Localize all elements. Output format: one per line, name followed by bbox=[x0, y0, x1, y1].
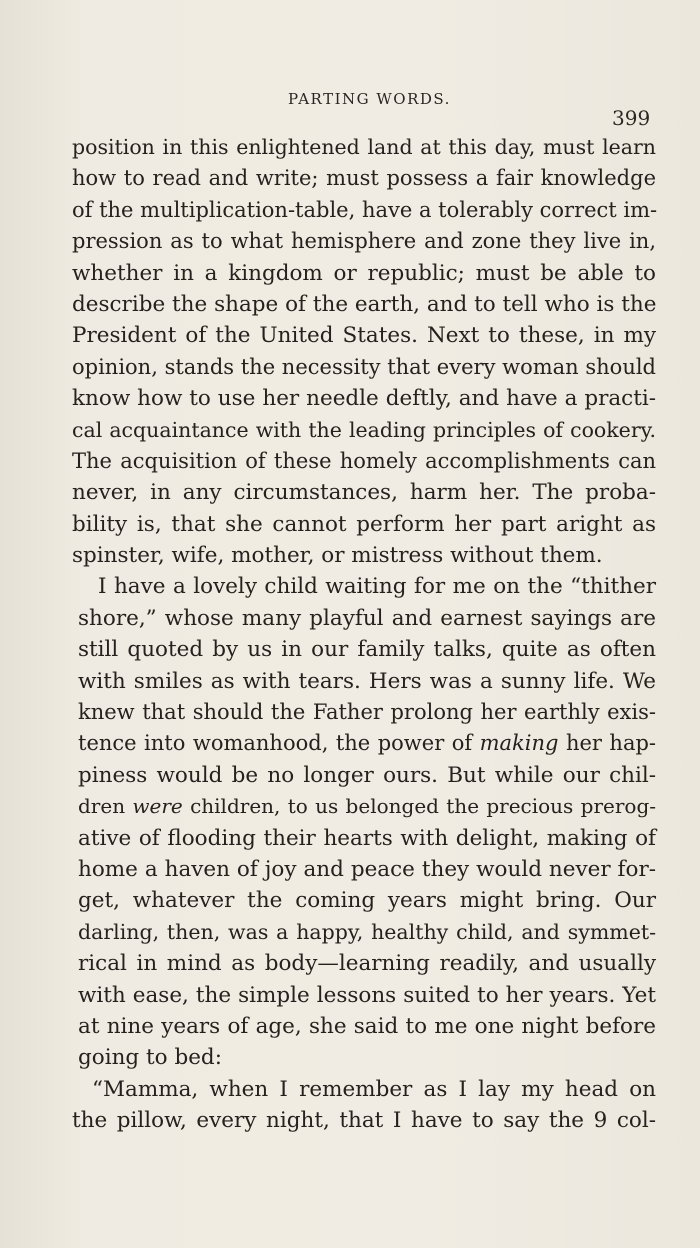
text-line: bility is, that she cannot perform her part aright as bbox=[72, 511, 656, 537]
text-segment: dren bbox=[78, 794, 133, 819]
text-line bbox=[72, 791, 656, 822]
text-line: how to read and write; must possess a fair knowledge bbox=[72, 166, 656, 191]
text-line: rical in mind as body—learning readily, and usually bbox=[78, 951, 656, 977]
text-line: whether in a kingdom or republic; must be able to bbox=[72, 260, 656, 286]
page-header bbox=[0, 88, 700, 128]
text-line: cal acquaintance with the leading principles of cookery. bbox=[72, 417, 656, 442]
text-line: at nine years of age, she said to me one night before bbox=[78, 1013, 656, 1039]
body-text bbox=[72, 132, 656, 1137]
italic-word: were bbox=[132, 794, 183, 819]
text-line: position in this enlightened land at this day, must learn bbox=[72, 135, 656, 159]
text-line: “Mamma, when I remember as I lay my head on bbox=[92, 1076, 656, 1102]
text-line: know how to use her needle deftly, and have a practi- bbox=[72, 386, 656, 412]
text-line: the pillow, every night, that I have to say the 9 col- bbox=[72, 1108, 656, 1134]
text-line: I have a lovely child waiting for me on the “thither bbox=[98, 574, 656, 600]
paragraph bbox=[72, 132, 656, 571]
text-line: darling, then, was a happy, healthy child, and symmet- bbox=[78, 919, 656, 944]
text-line: of the multiplication-table, have a tolerably correct im- bbox=[72, 197, 658, 222]
text-line: pression as to what hemisphere and zone they live in, bbox=[72, 229, 656, 254]
text-segment: tence into womanhood, the power of bbox=[78, 731, 480, 756]
running-head: PARTING WORDS. bbox=[288, 90, 451, 108]
text-segment: her hap- bbox=[558, 731, 656, 756]
text-line: The acquisition of these homely accomplishments can bbox=[72, 448, 656, 473]
text-line: piness would be no longer ours. But while our chil- bbox=[78, 762, 656, 788]
text-line: opinion, stands the necessity that every woman should bbox=[72, 354, 656, 379]
text-line: going to bed: bbox=[78, 1045, 222, 1071]
text-line: get, whatever the coming years might bring. Our bbox=[78, 888, 656, 914]
text-line: ative of flooding their hearts with delight, making of bbox=[78, 825, 656, 851]
text-line: shore,” whose many playful and earnest sayings are bbox=[78, 605, 656, 631]
text-line: President of the United States. Next to these, in my bbox=[72, 323, 656, 349]
text-line: spinster, wife, mother, or mistress without them. bbox=[72, 543, 603, 569]
text-line: still quoted by us in our family talks, quite as often bbox=[78, 637, 656, 663]
paragraph bbox=[72, 1074, 656, 1137]
text-line bbox=[72, 728, 656, 759]
text-line: home a haven of joy and peace they would never for- bbox=[78, 856, 656, 882]
text-segment: children, to us belonged the precious prerog- bbox=[182, 794, 656, 819]
text-line: knew that should the Father prolong her earthly exis- bbox=[78, 700, 656, 725]
paragraph bbox=[72, 571, 656, 1073]
text-line: never, in any circumstances, harm her. The proba- bbox=[72, 480, 656, 506]
page-number: 399 bbox=[612, 106, 651, 130]
italic-word: making bbox=[479, 731, 559, 756]
text-line: with ease, the simple lessons suited to her years. Yet bbox=[78, 982, 656, 1008]
text-line: with smiles as with tears. Hers was a sunny life. We bbox=[78, 668, 656, 694]
text-line: describe the shape of the earth, and to tell who is the bbox=[72, 291, 657, 317]
